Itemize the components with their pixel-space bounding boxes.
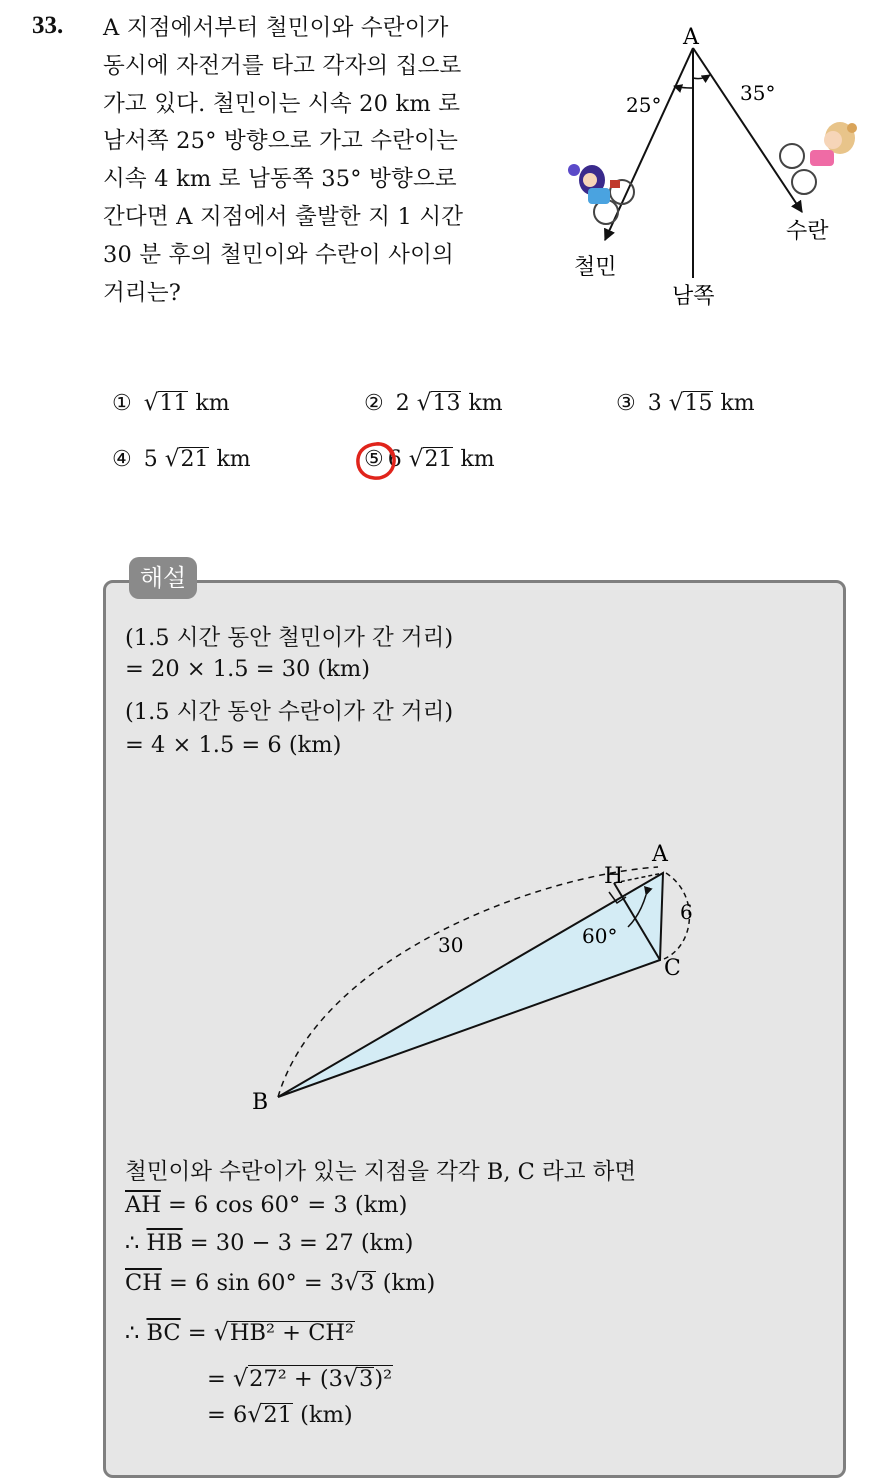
choice-radicand: 15: [684, 391, 713, 416]
question-line: 동시에 자전거를 타고 각자의 집으로: [103, 52, 462, 79]
cheolmin-cyclist-icon: [568, 164, 634, 224]
sqrt-expression: √3: [344, 1268, 375, 1296]
solution-hb-line: [125, 1230, 413, 1256]
label-c: C: [664, 956, 681, 981]
choice-coef: 3: [647, 391, 662, 416]
solution-ch-rest: = 6 sin 60° = 3: [161, 1270, 345, 1296]
equals: = 6: [207, 1402, 248, 1428]
sqrt-expression: √13: [416, 390, 461, 416]
solution-ah-line: [125, 1192, 407, 1218]
angle-left-label: 25°: [626, 93, 662, 117]
suran-path: [693, 48, 802, 212]
segment-bc: $\overline{BC}$: [146, 1320, 181, 1346]
length-ac-label: 6: [680, 900, 693, 924]
choice-coef: 6: [387, 447, 402, 472]
segment-ah: $\overline{AH}$: [125, 1192, 161, 1218]
choice-radicand: 21: [424, 447, 453, 472]
direction-figure: [530, 20, 870, 320]
ch-radicand: 3: [360, 1270, 375, 1296]
choice-unit: km: [720, 391, 755, 416]
label-b: B: [252, 1090, 269, 1115]
choice-coef: 2: [395, 391, 410, 416]
therefore-symbol: ∴: [125, 1320, 147, 1346]
sqrt-expression: √HB² + CH²: [213, 1318, 355, 1346]
sqrt-expression: √11: [143, 390, 188, 416]
choice-2[interactable]: [364, 390, 503, 416]
question-line: 남서쪽 25° 방향으로 가고 수란이는: [103, 128, 459, 155]
choice-unit: km: [460, 447, 495, 472]
question-line: 시속 4 km 로 남동쪽 35° 방향으로: [103, 166, 457, 193]
ch-unit: (km): [375, 1270, 436, 1296]
triangle-figure: [240, 835, 710, 1120]
solution-hb-rest: = 30 − 3 = 27 (km): [182, 1230, 414, 1256]
bc3-radicand: 21: [263, 1402, 293, 1428]
solution-tag: 해설: [129, 557, 197, 599]
label-a: A: [652, 842, 668, 867]
choice-unit: km: [195, 391, 230, 416]
choice-mark: ③: [616, 391, 636, 416]
triangle-abc: [278, 873, 663, 1097]
sqrt-expression: √27² + (3√3)²: [233, 1364, 393, 1392]
choice-mark: ⑤: [364, 447, 384, 472]
sqrt-expression: √15: [668, 390, 713, 416]
bc3-unit: (km): [293, 1402, 353, 1428]
solution-intro: 철민이와 수란이가 있는 지점을 각각 B, C 라고 하면: [125, 1159, 637, 1185]
question-line: 가고 있다. 철민이는 시속 20 km 로: [103, 90, 461, 117]
sqrt-expression: √21: [164, 446, 209, 472]
choice-mark: ④: [112, 447, 132, 472]
cheolmin-label: 철민: [574, 255, 617, 280]
equals: =: [207, 1366, 234, 1392]
bc2-inner-b: )²: [374, 1366, 393, 1392]
length-ab-label: 30: [438, 933, 464, 957]
angle-arc-left: [674, 86, 693, 88]
choice-mark: ①: [112, 391, 132, 416]
choice-3[interactable]: [616, 390, 755, 416]
choice-radicand: 13: [432, 391, 461, 416]
suran-label: 수란: [786, 219, 829, 244]
solution-line: (1.5 시간 동안 수란이가 간 거리): [125, 699, 454, 725]
choice-radicand: 11: [159, 391, 188, 416]
solution-line: (1.5 시간 동안 철민이가 간 거리): [125, 625, 454, 651]
south-label: 남쪽: [672, 284, 715, 309]
angle-label: 60°: [582, 924, 618, 948]
point-a-label: A: [683, 25, 699, 50]
solution-bc-line2: [207, 1364, 393, 1392]
choice-4[interactable]: [112, 446, 251, 472]
therefore-symbol: ∴: [125, 1230, 147, 1256]
solution-line: = 4 × 1.5 = 6 (km): [125, 732, 342, 758]
question-text: [103, 10, 503, 312]
choice-unit: km: [468, 391, 503, 416]
solution-ch-line: [125, 1268, 435, 1296]
bc2-inner-a: 27² + (3: [249, 1366, 343, 1392]
sqrt-expression: √21: [408, 446, 453, 472]
choice-coef: 5: [143, 447, 158, 472]
segment-ch: $\overline{CH}$: [125, 1270, 162, 1296]
question-line: 30 분 후의 철민이와 수란이 사이의: [103, 241, 454, 268]
bc2-inner-radicand: 3: [359, 1366, 374, 1392]
question-line: A 지점에서부터 철민이와 수란이가: [103, 15, 449, 41]
choice-1[interactable]: [112, 390, 230, 416]
segment-hb: $\overline{HB}$: [146, 1230, 183, 1256]
solution-bc-line1: [125, 1318, 355, 1346]
answer-circle-mark: [354, 440, 398, 482]
choice-mark: ②: [364, 391, 384, 416]
question-line: 간다면 A 지점에서 출발한 지 1 시간: [103, 203, 464, 230]
question-number: 33.: [32, 12, 64, 39]
solution-line: = 20 × 1.5 = 30 (km): [125, 656, 371, 682]
bc-radicand: HB² + CH²: [229, 1320, 355, 1346]
choice-unit: km: [216, 447, 251, 472]
angle-right-label: 35°: [740, 81, 776, 105]
suran-cyclist-icon: [780, 122, 857, 194]
solution-ah-rest: = 6 cos 60° = 3 (km): [160, 1192, 408, 1218]
equals: =: [180, 1320, 214, 1346]
angle-arc-right: [693, 75, 710, 79]
choice-radicand: 21: [180, 447, 209, 472]
sqrt-expression: √21: [247, 1400, 293, 1428]
question-line: 거리는?: [103, 279, 182, 306]
label-h: H: [604, 864, 624, 889]
solution-bc-line3: [207, 1400, 353, 1428]
